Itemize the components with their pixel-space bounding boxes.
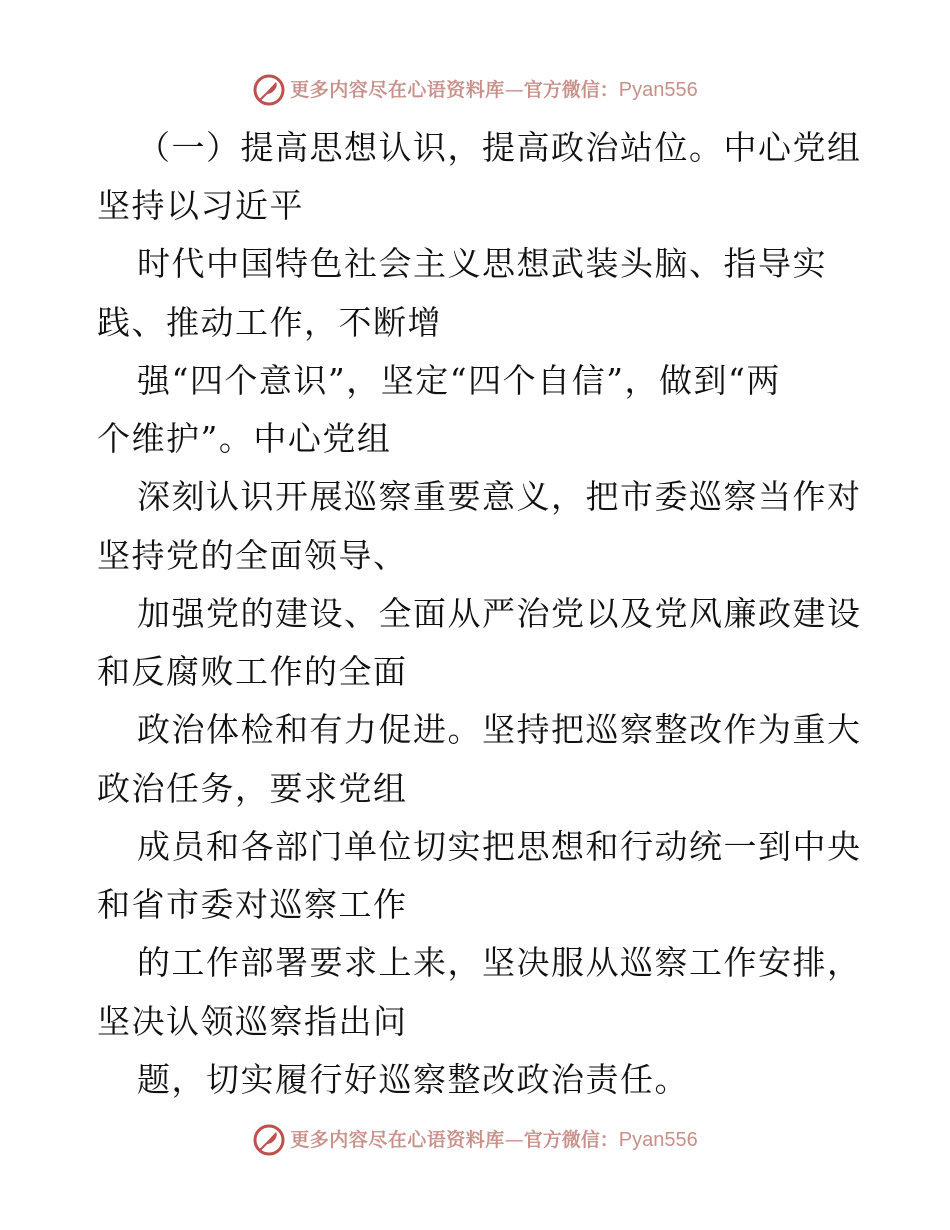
text-line: 坚持以习近平 (97, 186, 304, 225)
text-line: 坚决认领巡察指出问 (97, 1002, 408, 1041)
text-line: 时代中国特色社会主义思想武装头脑、指导实 (137, 244, 827, 283)
watermark-wechat-id: Pyan556 (618, 1129, 698, 1151)
feather-logo-icon (252, 73, 286, 107)
text-line: 成员和各部门单位切实把思想和行动统一到中央 (137, 827, 862, 866)
footer-watermark (0, 1120, 950, 1160)
watermark-wechat-id: Pyan556 (618, 79, 698, 101)
text-line: 加强党的建设、全面从严治党以及党风廉政建设 (137, 594, 862, 633)
watermark-brand: 更多内容尽在心语资料库 (290, 79, 505, 101)
text-line: 践、推动工作，不断增 (97, 303, 442, 342)
watermark-separator: — (504, 1129, 524, 1151)
watermark-label: 官方微信： (523, 79, 619, 101)
header-watermark (0, 70, 950, 110)
text-line: （一）提高思想认识，提高政治站位。中心党组 (137, 128, 862, 167)
watermark-label: 官方微信： (523, 1129, 619, 1151)
text-line: 强“四个意识”，坚定“四个自信”，做到“两 (137, 361, 781, 400)
watermark-separator: — (504, 79, 524, 101)
text-line: 坚持党的全面领导、 (97, 536, 408, 575)
text-line: 政治任务，要求党组 (97, 769, 408, 808)
text-line: 深刻认识开展巡察重要意义，把市委巡察当作对 (137, 477, 862, 516)
feather-logo-icon (252, 1123, 286, 1157)
text-line: 和省市委对巡察工作 (97, 885, 408, 924)
text-line: 个维护”。中心党组 (97, 419, 392, 458)
watermark-brand: 更多内容尽在心语资料库 (290, 1129, 505, 1151)
text-line: 的工作部署要求上来，坚决服从巡察工作安排， (137, 943, 862, 982)
text-line: 题，切实履行好巡察整改政治责任。 (137, 1060, 689, 1099)
text-line: 和反腐败工作的全面 (97, 652, 408, 691)
text-line: 政治体检和有力促进。坚持把巡察整改作为重大 (137, 710, 862, 749)
